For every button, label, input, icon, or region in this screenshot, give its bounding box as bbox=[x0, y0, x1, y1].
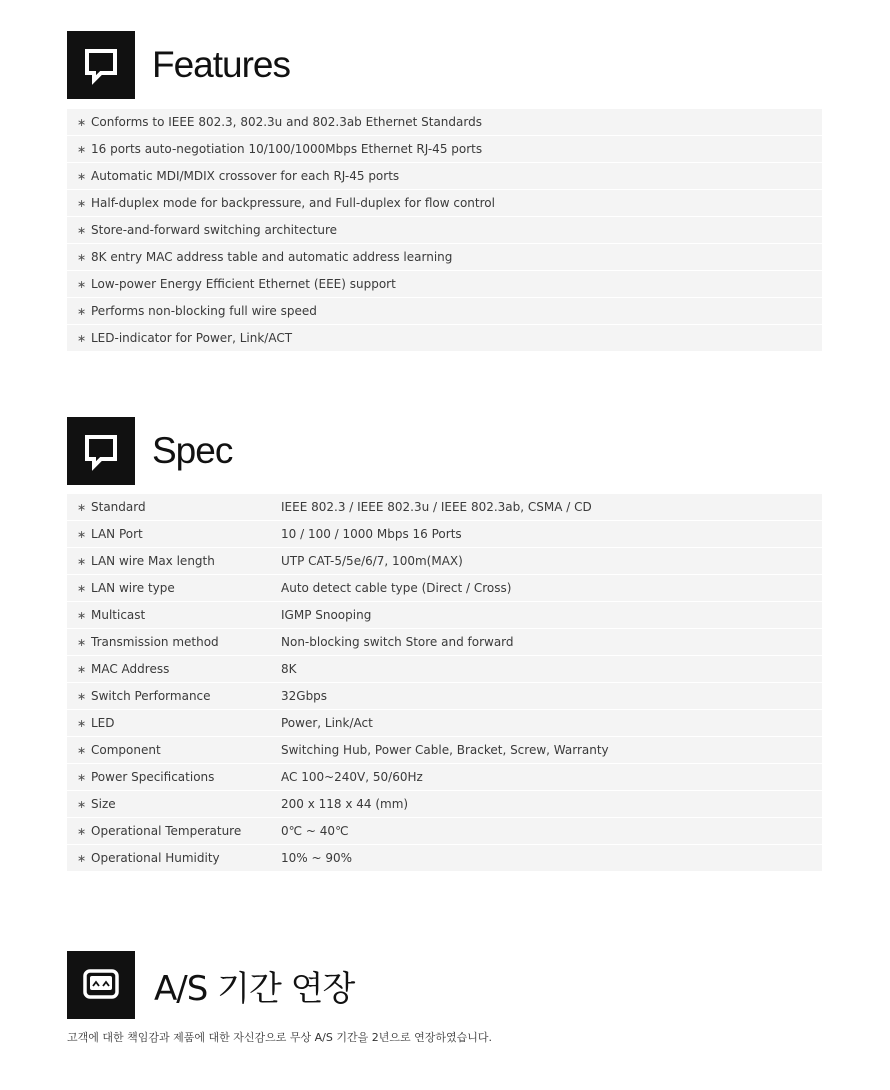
spec-header bbox=[67, 417, 232, 485]
spec-row bbox=[67, 494, 822, 521]
bullet-mark: ∗ bbox=[77, 169, 87, 183]
spec-label: LED bbox=[91, 716, 115, 730]
feature-item bbox=[67, 109, 822, 136]
bullet-mark: ∗ bbox=[77, 743, 87, 757]
features-title: Features bbox=[152, 44, 291, 85]
spec-table bbox=[67, 494, 822, 871]
spec-row bbox=[67, 845, 822, 871]
bullet-mark: ∗ bbox=[77, 277, 87, 291]
spec-title: Spec bbox=[152, 430, 233, 471]
feature-item bbox=[67, 190, 822, 217]
spec-label: Multicast bbox=[91, 608, 146, 622]
spec-label: Standard bbox=[91, 500, 146, 514]
spec-row bbox=[67, 764, 822, 791]
spec-value: Auto detect cable type (Direct / Cross) bbox=[281, 581, 512, 595]
spec-label: LAN Port bbox=[91, 527, 143, 541]
spec-row bbox=[67, 818, 822, 845]
bullet-mark: ∗ bbox=[77, 662, 87, 676]
spec-label: Power Specifications bbox=[91, 770, 215, 784]
spec-value: 10% ~ 90% bbox=[281, 851, 353, 865]
bullet-mark: ∗ bbox=[77, 797, 87, 811]
bullet-mark: ∗ bbox=[77, 689, 87, 703]
feature-item bbox=[67, 217, 822, 244]
spec-value: UTP CAT-5/5e/6/7, 100m(MAX) bbox=[281, 554, 463, 568]
feature-text: Low-power Energy Efficient Ethernet (EEE) support bbox=[91, 277, 396, 291]
spec-label: Operational Humidity bbox=[91, 851, 220, 865]
spec-value: Switching Hub, Power Cable, Bracket, Screw, Warranty bbox=[281, 743, 609, 757]
spec-value: 10 / 100 / 1000 Mbps 16 Ports bbox=[281, 527, 462, 541]
bullet-mark: ∗ bbox=[77, 115, 87, 129]
feature-text: 8K entry MAC address table and automatic address learning bbox=[91, 250, 453, 264]
bullet-mark: ∗ bbox=[77, 527, 87, 541]
warranty-title: A/S 기간 연장 bbox=[154, 968, 355, 1009]
spec-label: LAN wire type bbox=[91, 581, 175, 595]
bullet-mark: ∗ bbox=[77, 824, 87, 838]
spec-row bbox=[67, 683, 822, 710]
bullet-mark: ∗ bbox=[77, 608, 87, 622]
feature-item bbox=[67, 136, 822, 163]
spec-label: Size bbox=[91, 797, 116, 811]
bullet-mark: ∗ bbox=[77, 851, 87, 865]
spec-label: Component bbox=[91, 743, 161, 757]
spec-value: AC 100~240V, 50/60Hz bbox=[281, 770, 423, 784]
feature-item bbox=[67, 325, 822, 351]
feature-item bbox=[67, 163, 822, 190]
feature-text: Conforms to IEEE 802.3, 802.3u and 802.3ab Ethernet Standards bbox=[91, 115, 482, 129]
spec-row bbox=[67, 791, 822, 818]
features-header bbox=[67, 31, 290, 99]
spec-label: MAC Address bbox=[91, 662, 170, 676]
monitor-face-icon bbox=[67, 951, 135, 1019]
bullet-mark: ∗ bbox=[77, 554, 87, 568]
bullet-mark: ∗ bbox=[77, 250, 87, 264]
feature-text: LED-indicator for Power, Link/ACT bbox=[91, 331, 293, 345]
spec-row bbox=[67, 602, 822, 629]
spec-row bbox=[67, 629, 822, 656]
spec-label: LAN wire Max length bbox=[91, 554, 215, 568]
spec-value: IEEE 802.3 / IEEE 802.3u / IEEE 802.3ab, CSMA / CD bbox=[281, 500, 592, 514]
spec-row bbox=[67, 656, 822, 683]
bullet-mark: ∗ bbox=[77, 716, 87, 730]
speech-bubble-icon bbox=[67, 31, 135, 99]
spec-label: Transmission method bbox=[91, 635, 219, 649]
bullet-mark: ∗ bbox=[77, 331, 87, 345]
bullet-mark: ∗ bbox=[77, 581, 87, 595]
warranty-note: 고객에 대한 책임감과 제품에 대한 자신감으로 무상 A/S 기간을 2년으로 연장하였습니다. bbox=[67, 1031, 492, 1044]
spec-value: 32Gbps bbox=[281, 689, 328, 703]
features-list bbox=[67, 109, 822, 351]
spec-value: Non-blocking switch Store and forward bbox=[281, 635, 514, 649]
feature-item bbox=[67, 298, 822, 325]
spec-label: Operational Temperature bbox=[91, 824, 242, 838]
feature-text: 16 ports auto-negotiation 10/100/1000Mbps Ethernet RJ-45 ports bbox=[91, 142, 483, 156]
spec-row bbox=[67, 737, 822, 764]
feature-text: Store-and-forward switching architecture bbox=[91, 223, 338, 237]
bullet-mark: ∗ bbox=[77, 770, 87, 784]
spec-row bbox=[67, 710, 822, 737]
feature-item bbox=[67, 271, 822, 298]
spec-label: Switch Performance bbox=[91, 689, 211, 703]
spec-value: IGMP Snooping bbox=[281, 608, 372, 622]
bullet-mark: ∗ bbox=[77, 196, 87, 210]
spec-value: 200 x 118 x 44 (mm) bbox=[281, 797, 409, 811]
speech-bubble-icon bbox=[67, 417, 135, 485]
spec-value: Power, Link/Act bbox=[281, 716, 373, 730]
spec-row bbox=[67, 548, 822, 575]
spec-row bbox=[67, 575, 822, 602]
feature-text: Half-duplex mode for backpressure, and Full-duplex for flow control bbox=[91, 196, 495, 210]
bullet-mark: ∗ bbox=[77, 500, 87, 514]
spec-value: 0℃ ~ 40℃ bbox=[281, 824, 349, 838]
bullet-mark: ∗ bbox=[77, 304, 87, 318]
warranty-header bbox=[67, 951, 354, 1019]
spec-value: 8K bbox=[281, 662, 297, 676]
feature-text: Performs non-blocking full wire speed bbox=[91, 304, 317, 318]
bullet-mark: ∗ bbox=[77, 635, 87, 649]
bullet-mark: ∗ bbox=[77, 223, 87, 237]
feature-text: Automatic MDI/MDIX crossover for each RJ-45 ports bbox=[91, 169, 400, 183]
spec-row bbox=[67, 521, 822, 548]
feature-item bbox=[67, 244, 822, 271]
bullet-mark: ∗ bbox=[77, 142, 87, 156]
